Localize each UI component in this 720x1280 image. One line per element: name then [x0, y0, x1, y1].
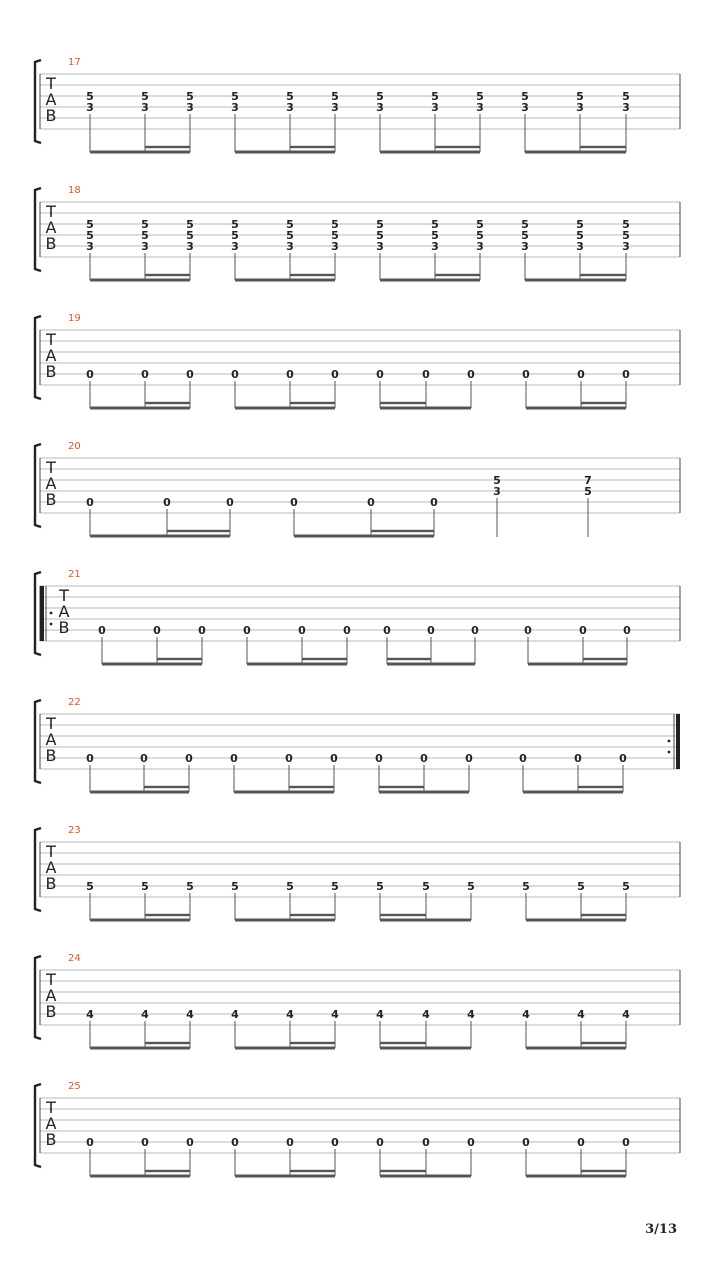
- fret-number: 0: [465, 752, 473, 765]
- tab-system: [0, 826, 720, 926]
- tab-clef-letter: T: [46, 842, 56, 861]
- measure-number: 24: [68, 953, 81, 964]
- fret-number: 3: [476, 101, 484, 114]
- beam-secondary: [379, 786, 424, 788]
- fret-number: 5: [576, 229, 584, 242]
- fret-number: 0: [226, 496, 234, 509]
- fret-number: 5: [376, 880, 384, 893]
- fret-number: 5: [286, 229, 294, 242]
- beam-secondary: [289, 786, 334, 788]
- tab-system: [0, 58, 720, 158]
- fret-number: 0: [298, 624, 306, 637]
- fret-number: 5: [86, 880, 94, 893]
- fret-number: 5: [141, 880, 149, 893]
- fret-number: 0: [522, 368, 530, 381]
- beam: [235, 1047, 335, 1050]
- fret-number: 4: [422, 1008, 430, 1021]
- beam-secondary: [581, 1042, 626, 1044]
- tab-clef-letter: A: [58, 602, 70, 621]
- fret-number: 5: [476, 218, 484, 231]
- fret-number: 3: [622, 240, 630, 253]
- beam-secondary: [290, 146, 335, 148]
- fret-number: 0: [519, 752, 527, 765]
- fret-number: 5: [331, 229, 339, 242]
- fret-number: 5: [286, 880, 294, 893]
- tab-staff-svg: [0, 570, 720, 670]
- beam-secondary: [580, 274, 626, 276]
- fret-number: 5: [521, 90, 529, 103]
- fret-number: 5: [431, 218, 439, 231]
- fret-number: 0: [622, 1136, 630, 1149]
- fret-number: 4: [141, 1008, 149, 1021]
- beam: [379, 791, 469, 794]
- beam: [102, 663, 202, 666]
- fret-number: 0: [331, 368, 339, 381]
- fret-number: 3: [576, 240, 584, 253]
- beam: [380, 919, 471, 922]
- tab-clef-letter: A: [45, 730, 57, 749]
- beam: [247, 663, 347, 666]
- fret-number: 4: [622, 1008, 630, 1021]
- tab-clef-letter: A: [45, 90, 57, 109]
- tab-clef-letter: A: [45, 474, 57, 493]
- beam-secondary: [578, 786, 623, 788]
- fret-number: 5: [231, 90, 239, 103]
- fret-number: 0: [186, 1136, 194, 1149]
- fret-number: 5: [376, 218, 384, 231]
- repeat-dot: [668, 740, 671, 743]
- fret-number: 5: [493, 474, 501, 487]
- beam: [90, 151, 190, 154]
- fret-number: 7: [584, 474, 592, 487]
- tab-clef-letter: B: [45, 234, 57, 253]
- fret-number: 0: [524, 624, 532, 637]
- fret-number: 5: [331, 218, 339, 231]
- beam-secondary: [145, 402, 190, 404]
- beam: [526, 919, 626, 922]
- fret-number: 4: [577, 1008, 585, 1021]
- beam-secondary: [145, 274, 190, 276]
- fret-number: 3: [286, 101, 294, 114]
- beam-secondary: [435, 274, 480, 276]
- fret-number: 0: [230, 752, 238, 765]
- fret-number: 0: [467, 1136, 475, 1149]
- fret-number: 3: [231, 240, 239, 253]
- fret-number: 5: [141, 218, 149, 231]
- fret-number: 3: [431, 240, 439, 253]
- beam: [235, 279, 335, 282]
- fret-number: 0: [427, 624, 435, 637]
- repeat-dot: [50, 623, 53, 626]
- beam: [380, 1175, 471, 1178]
- fret-number: 3: [86, 240, 94, 253]
- fret-number: 4: [376, 1008, 384, 1021]
- fret-number: 3: [476, 240, 484, 253]
- fret-number: 0: [286, 368, 294, 381]
- beam: [526, 407, 626, 410]
- fret-number: 5: [331, 90, 339, 103]
- tab-clef-letter: A: [45, 986, 57, 1005]
- tab-staff-svg: [0, 698, 720, 798]
- beam: [235, 407, 335, 410]
- beam: [380, 279, 480, 282]
- tab-staff-svg: [0, 58, 720, 158]
- beam-secondary: [144, 786, 189, 788]
- fret-number: 0: [86, 496, 94, 509]
- tab-clef-letter: T: [46, 458, 56, 477]
- fret-number: 5: [521, 218, 529, 231]
- tab-staff-svg: [0, 826, 720, 926]
- beam: [380, 151, 480, 154]
- barline-thick: [40, 586, 44, 641]
- tab-clef-letter: B: [58, 618, 70, 637]
- measure-number: 17: [68, 57, 81, 68]
- beam: [90, 279, 190, 282]
- tab-clef-letter: A: [45, 218, 57, 237]
- beam: [90, 791, 189, 794]
- fret-number: 5: [622, 229, 630, 242]
- fret-number: 4: [522, 1008, 530, 1021]
- tab-clef-letter: T: [59, 586, 69, 605]
- fret-number: 5: [476, 90, 484, 103]
- tab-staff-svg: [0, 186, 720, 286]
- beam: [234, 791, 334, 794]
- fret-number: 0: [290, 496, 298, 509]
- beam-secondary: [290, 1042, 335, 1044]
- measure-number: 23: [68, 825, 81, 836]
- fret-number: 0: [140, 752, 148, 765]
- page-number: 3/13: [645, 1222, 677, 1237]
- fret-number: 0: [231, 368, 239, 381]
- beam-secondary: [145, 1170, 190, 1172]
- fret-number: 5: [186, 229, 194, 242]
- fret-number: 4: [467, 1008, 475, 1021]
- tab-system: [0, 314, 720, 414]
- beam-secondary: [157, 658, 202, 660]
- fret-number: 0: [422, 368, 430, 381]
- fret-number: 5: [86, 218, 94, 231]
- beam: [90, 919, 190, 922]
- fret-number: 5: [231, 218, 239, 231]
- fret-number: 0: [98, 624, 106, 637]
- fret-number: 4: [186, 1008, 194, 1021]
- fret-number: 4: [331, 1008, 339, 1021]
- beam-secondary: [290, 402, 335, 404]
- fret-number: 0: [619, 752, 627, 765]
- tab-system: [0, 954, 720, 1054]
- fret-number: 5: [476, 229, 484, 242]
- beam: [90, 1047, 190, 1050]
- beam-secondary: [380, 914, 426, 916]
- fret-number: 5: [584, 485, 592, 498]
- tab-clef-letter: A: [45, 346, 57, 365]
- fret-number: 0: [153, 624, 161, 637]
- tab-clef-letter: B: [45, 106, 57, 125]
- tab-system: [0, 186, 720, 286]
- fret-number: 5: [231, 229, 239, 242]
- beam: [294, 535, 434, 538]
- fret-number: 0: [186, 368, 194, 381]
- fret-number: 5: [422, 880, 430, 893]
- fret-number: 3: [331, 240, 339, 253]
- tab-clef-letter: B: [45, 362, 57, 381]
- fret-number: 3: [141, 240, 149, 253]
- fret-number: 0: [422, 1136, 430, 1149]
- fret-number: 5: [622, 880, 630, 893]
- fret-number: 0: [343, 624, 351, 637]
- repeat-dot: [668, 751, 671, 754]
- fret-number: 0: [231, 1136, 239, 1149]
- fret-number: 0: [577, 368, 585, 381]
- fret-number: 5: [376, 229, 384, 242]
- fret-number: 3: [141, 101, 149, 114]
- measure-number: 22: [68, 697, 81, 708]
- fret-number: 3: [521, 240, 529, 253]
- beam-secondary: [581, 402, 626, 404]
- tab-system: [0, 1082, 720, 1182]
- fret-number: 3: [231, 101, 239, 114]
- beam: [380, 407, 471, 410]
- fret-number: 5: [141, 229, 149, 242]
- fret-number: 3: [376, 240, 384, 253]
- beam-secondary: [290, 914, 335, 916]
- fret-number: 5: [521, 229, 529, 242]
- fret-number: 3: [286, 240, 294, 253]
- tab-staff-svg: [0, 442, 720, 542]
- fret-number: 3: [86, 101, 94, 114]
- beam: [387, 663, 475, 666]
- beam-secondary: [167, 530, 230, 532]
- tab-clef-letter: A: [45, 858, 57, 877]
- fret-number: 5: [86, 90, 94, 103]
- fret-number: 0: [367, 496, 375, 509]
- beam: [525, 151, 626, 154]
- fret-number: 3: [493, 485, 501, 498]
- fret-number: 5: [186, 90, 194, 103]
- beam-secondary: [435, 146, 480, 148]
- fret-number: 3: [622, 101, 630, 114]
- fret-number: 0: [331, 1136, 339, 1149]
- fret-number: 5: [141, 90, 149, 103]
- barline-thick: [676, 714, 680, 769]
- beam-secondary: [145, 146, 190, 148]
- fret-number: 0: [185, 752, 193, 765]
- beam-secondary: [380, 1170, 426, 1172]
- fret-number: 0: [522, 1136, 530, 1149]
- measure-number: 20: [68, 441, 81, 452]
- tab-clef-letter: B: [45, 1130, 57, 1149]
- fret-number: 5: [331, 880, 339, 893]
- tab-clef-letter: B: [45, 1002, 57, 1021]
- fret-number: 0: [141, 1136, 149, 1149]
- beam: [235, 1175, 335, 1178]
- beam: [528, 663, 627, 666]
- fret-number: 4: [231, 1008, 239, 1021]
- beam: [235, 919, 335, 922]
- fret-number: 5: [576, 90, 584, 103]
- fret-number: 3: [576, 101, 584, 114]
- beam-secondary: [580, 146, 626, 148]
- beam: [90, 407, 190, 410]
- beam-secondary: [581, 914, 626, 916]
- fret-number: 5: [622, 218, 630, 231]
- fret-number: 4: [86, 1008, 94, 1021]
- beam: [525, 279, 626, 282]
- beam-secondary: [387, 658, 431, 660]
- fret-number: 5: [622, 90, 630, 103]
- tab-staff-svg: [0, 1082, 720, 1182]
- fret-number: 5: [186, 880, 194, 893]
- beam: [523, 791, 623, 794]
- beam-secondary: [145, 914, 190, 916]
- fret-number: 0: [163, 496, 171, 509]
- fret-number: 3: [186, 101, 194, 114]
- fret-number: 3: [331, 101, 339, 114]
- tab-clef-letter: B: [45, 490, 57, 509]
- tab-clef-letter: T: [46, 74, 56, 93]
- fret-number: 5: [431, 229, 439, 242]
- fret-number: 0: [330, 752, 338, 765]
- tab-clef-letter: A: [45, 1114, 57, 1133]
- tab-clef-letter: B: [45, 746, 57, 765]
- fret-number: 5: [86, 229, 94, 242]
- fret-number: 0: [471, 624, 479, 637]
- fret-number: 0: [86, 368, 94, 381]
- fret-number: 0: [577, 1136, 585, 1149]
- fret-number: 0: [375, 752, 383, 765]
- beam: [90, 1175, 190, 1178]
- fret-number: 5: [577, 880, 585, 893]
- tab-staff-svg: [0, 954, 720, 1054]
- beam-secondary: [290, 274, 335, 276]
- tab-system: [0, 698, 720, 798]
- fret-number: 3: [521, 101, 529, 114]
- fret-number: 0: [579, 624, 587, 637]
- measure-number: 18: [68, 185, 81, 196]
- fret-number: 0: [574, 752, 582, 765]
- fret-number: 0: [376, 1136, 384, 1149]
- measure-number: 25: [68, 1081, 81, 1092]
- tab-clef-letter: B: [45, 874, 57, 893]
- fret-number: 0: [430, 496, 438, 509]
- beam-secondary: [302, 658, 347, 660]
- beam-secondary: [380, 1042, 426, 1044]
- fret-number: 0: [376, 368, 384, 381]
- fret-number: 0: [622, 368, 630, 381]
- fret-number: 0: [198, 624, 206, 637]
- fret-number: 5: [286, 218, 294, 231]
- tab-clef-letter: T: [46, 202, 56, 221]
- fret-number: 3: [186, 240, 194, 253]
- tab-clef-letter: T: [46, 1098, 56, 1117]
- beam-secondary: [380, 402, 426, 404]
- beam-secondary: [371, 530, 434, 532]
- measure-number: 19: [68, 313, 81, 324]
- tab-staff-svg: [0, 314, 720, 414]
- beam: [235, 151, 335, 154]
- repeat-dot: [50, 612, 53, 615]
- fret-number: 0: [141, 368, 149, 381]
- fret-number: 0: [467, 368, 475, 381]
- beam: [526, 1047, 626, 1050]
- fret-number: 0: [623, 624, 631, 637]
- fret-number: 5: [467, 880, 475, 893]
- fret-number: 5: [231, 880, 239, 893]
- fret-number: 5: [376, 90, 384, 103]
- fret-number: 3: [376, 101, 384, 114]
- tab-clef-letter: T: [46, 330, 56, 349]
- fret-number: 0: [86, 1136, 94, 1149]
- fret-number: 5: [522, 880, 530, 893]
- fret-number: 0: [243, 624, 251, 637]
- tab-clef-letter: T: [46, 970, 56, 989]
- fret-number: 5: [431, 90, 439, 103]
- beam-secondary: [583, 658, 627, 660]
- beam: [90, 535, 230, 538]
- fret-number: 5: [186, 218, 194, 231]
- fret-number: 5: [576, 218, 584, 231]
- tab-clef-letter: T: [46, 714, 56, 733]
- measure-number: 21: [68, 569, 81, 580]
- beam-secondary: [145, 1042, 190, 1044]
- fret-number: 0: [420, 752, 428, 765]
- fret-number: 0: [285, 752, 293, 765]
- tab-system: [0, 570, 720, 670]
- tab-system: [0, 442, 720, 542]
- fret-number: 4: [286, 1008, 294, 1021]
- fret-number: 5: [286, 90, 294, 103]
- beam: [380, 1047, 471, 1050]
- beam-secondary: [290, 1170, 335, 1172]
- fret-number: 0: [383, 624, 391, 637]
- beam-secondary: [581, 1170, 626, 1172]
- beam: [526, 1175, 626, 1178]
- fret-number: 0: [86, 752, 94, 765]
- fret-number: 3: [431, 101, 439, 114]
- fret-number: 0: [286, 1136, 294, 1149]
